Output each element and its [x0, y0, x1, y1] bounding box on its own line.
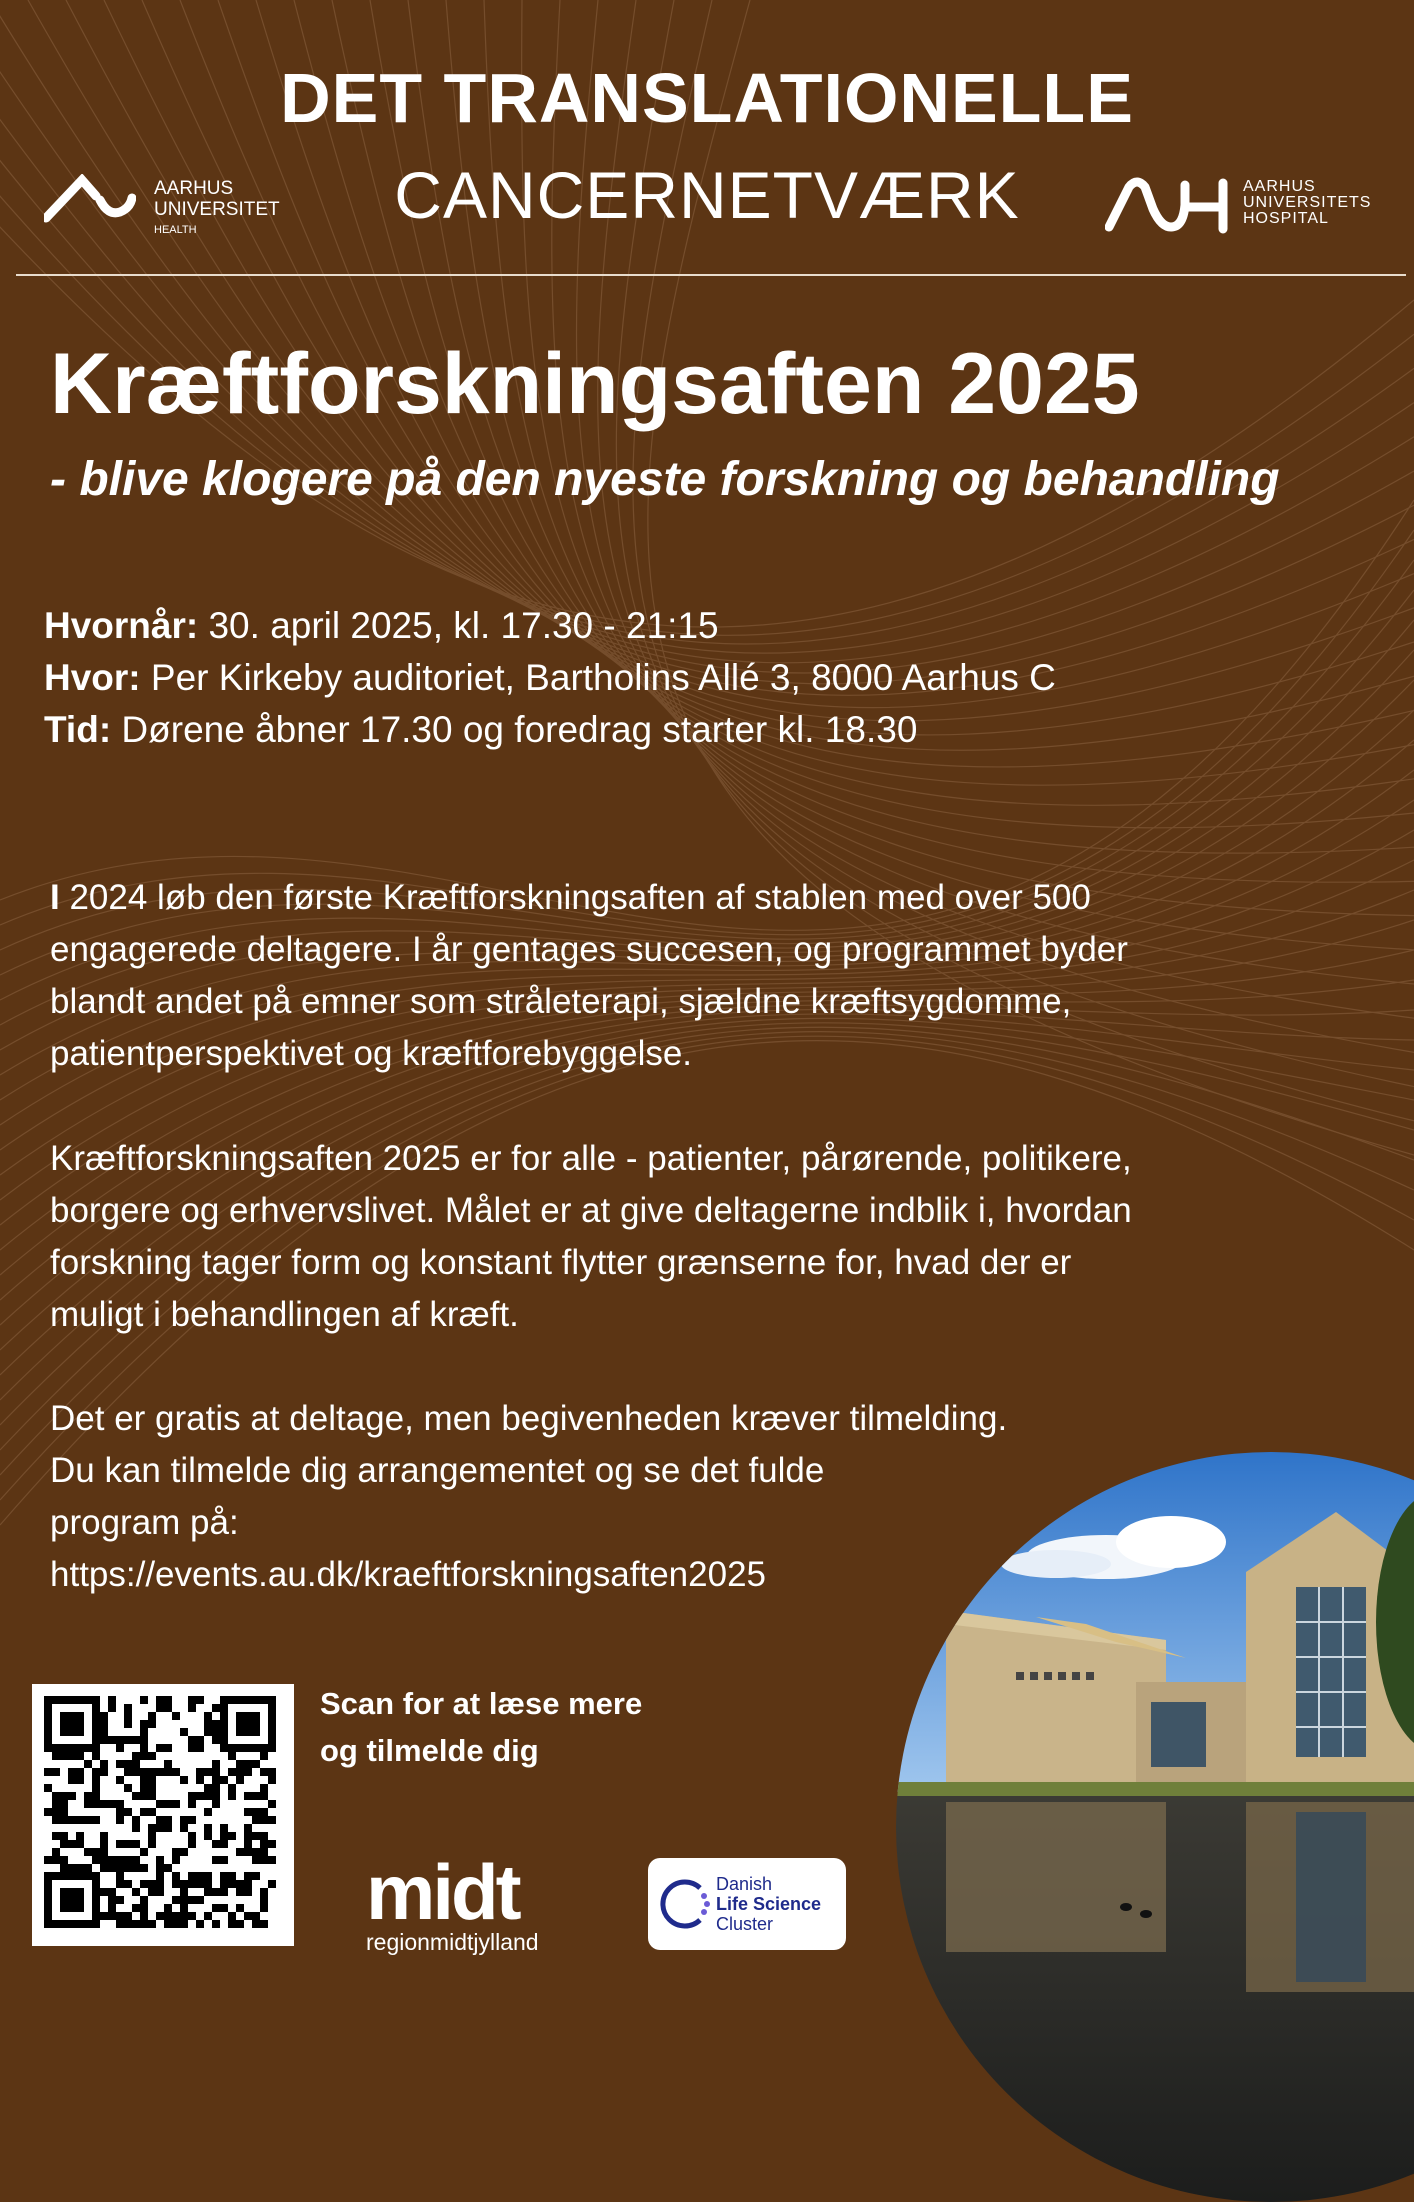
scan-line1: Scan for at læse mere: [320, 1686, 643, 1721]
audience-paragraph: [50, 1133, 1370, 1341]
dlsc-circle-icon: [654, 1874, 714, 1934]
qr-code[interactable]: [32, 1684, 294, 1946]
scan-instruction: [320, 1680, 642, 1774]
auh-logo-line1: AARHUS: [1243, 178, 1316, 195]
info-when: [44, 600, 1056, 652]
intro-line: engagerede deltagere. I år gentages succesen, og programmet byder: [50, 930, 1128, 969]
info-where-label: Hvor:: [44, 657, 141, 698]
info-when-value: 30. april 2025, kl. 17.30 - 21:15: [198, 605, 719, 646]
info-where: [44, 652, 1056, 704]
audience-line: muligt i behandlingen af kræft.: [50, 1295, 519, 1334]
au-logo-line3: HEALTH: [154, 224, 197, 236]
registration-line: Det er gratis at deltage, men begivenheden kræver tilmelding.: [50, 1399, 1008, 1438]
au-logo-line1: AARHUS: [154, 178, 234, 199]
event-subtitle: - blive klogere på den nyeste forskning og behandling: [50, 453, 1280, 506]
au-logo-line2: UNIVERSITET: [154, 199, 280, 220]
info-where-value: Per Kirkeby auditoriet, Bartholins Allé 3, 8000 Aarhus C: [140, 657, 1056, 698]
dlsc-line3: Cluster: [716, 1914, 774, 1934]
auh-symbol-icon: [1105, 175, 1245, 235]
audience-line: forskning tager form og konstant flytter grænserne for, hvad der er: [50, 1243, 1072, 1282]
dlsc-line2: Life Science: [716, 1894, 822, 1914]
info-time-label: Tid:: [44, 709, 112, 750]
dlsc-line1: Danish: [716, 1874, 773, 1894]
intro-lead-letter: I: [50, 878, 60, 917]
aarhus-universitetshospital-logo: [1105, 175, 1385, 235]
scan-line2: og tilmelde dig: [320, 1733, 539, 1768]
midt-subtitle: regionmidtjylland: [366, 1929, 539, 1955]
event-info: [44, 600, 1056, 756]
header-divider: [16, 274, 1406, 276]
registration-link[interactable]: https://events.au.dk/kraeftforskningsaften2025: [50, 1555, 766, 1594]
info-time-value: Dørene åbner 17.30 og foredrag starter kl. 18.30: [111, 709, 918, 750]
info-when-label: Hvornår:: [44, 605, 199, 646]
intro-line: 2024 løb den første Kræftforskningsaften af stablen med over 500: [59, 878, 1091, 917]
registration-line: program på:: [50, 1503, 239, 1542]
audience-line: Kræftforskningsaften 2025 er for alle - patienter, pårørende, politikere,: [50, 1139, 1132, 1178]
danish-life-science-cluster-logo: [648, 1858, 846, 1950]
midt-wordmark: midt: [366, 1848, 519, 1936]
audience-line: borgere og erhvervslivet. Målet er at give deltagerne indblik i, hvordan: [50, 1191, 1132, 1230]
auh-logo-line3: HOSPITAL: [1243, 210, 1329, 227]
event-title: Kræftforskningsaften 2025: [50, 336, 1140, 432]
auh-logo-line2: UNIVERSITETS: [1243, 194, 1372, 211]
intro-paragraph: [50, 872, 1370, 1080]
region-midtjylland-logo: [366, 1848, 576, 1956]
intro-line: blandt andet på emner som stråleterapi, sjældne kræftsygdomme,: [50, 982, 1072, 1021]
network-title-line1: DET TRANSLATIONELLE: [280, 59, 1134, 137]
intro-line: patientperspektivet og kræftforebyggelse.: [50, 1034, 693, 1073]
registration-line: Du kan tilmelde dig arrangementet og se det fulde: [50, 1451, 825, 1490]
qr-code-graphic: [32, 1684, 294, 1946]
network-title-line2: CANCERNETVÆRK: [394, 158, 1020, 232]
info-time: [44, 704, 1056, 756]
